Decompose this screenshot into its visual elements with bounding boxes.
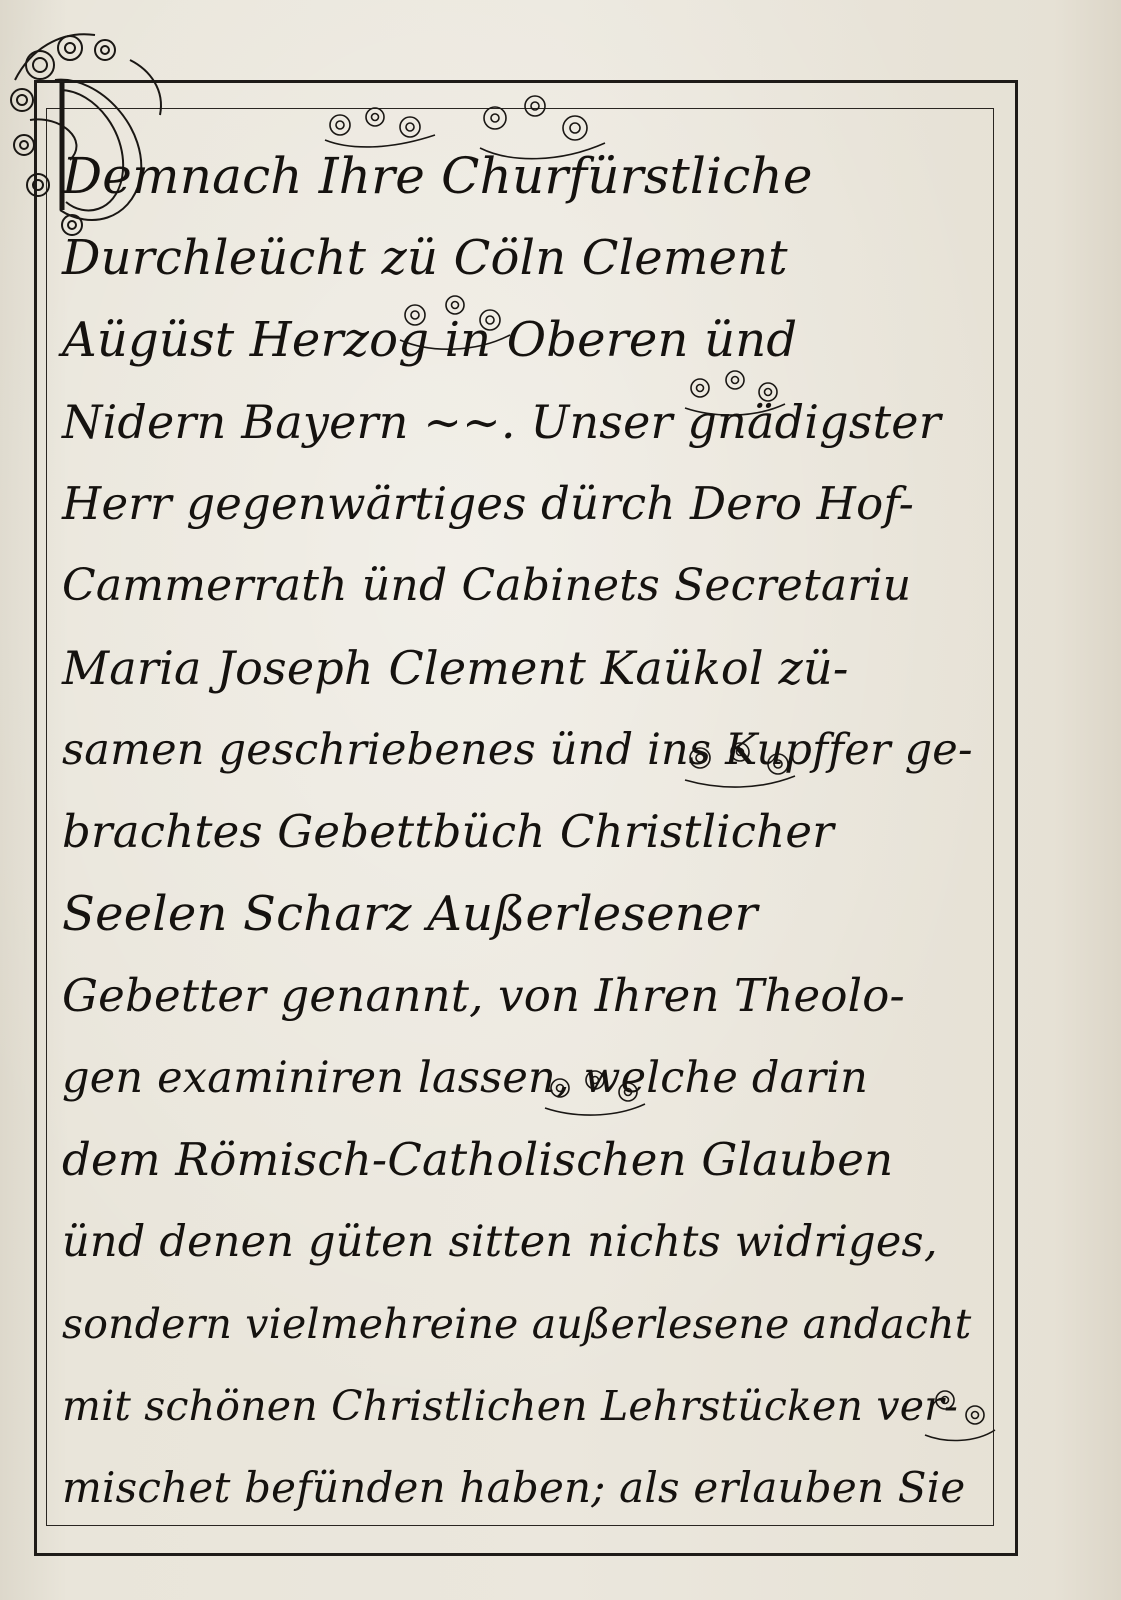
text-line: ünd denen güten sitten nichts widriges, — [62, 1217, 938, 1267]
text-line: Maria Joseph Clement Kaükol zü- — [62, 641, 849, 695]
text-line: Nidern Bayern ∼∼. Unser gnädigster — [62, 395, 941, 449]
text-line: dem Römisch-Catholischen Glauben — [62, 1133, 894, 1186]
text-line: samen geschriebenes ünd ins Kupffer ge- — [62, 725, 973, 775]
text-line: sondern vielmehreine außerlesene andacht — [62, 1300, 972, 1348]
text-line: Durchleücht zü Cöln Clement — [62, 230, 788, 286]
text-line: Aügüst Herzog in Oberen ünd — [62, 312, 798, 368]
text-line: mischet befünden haben; als erlauben Sie — [62, 1463, 966, 1512]
text-line: Seelen Scharz Außerlesener — [62, 886, 758, 942]
text-line: mit schönen Christlichen Lehrstücken ver- — [62, 1382, 959, 1430]
calligraphic-text-block — [62, 135, 997, 1529]
text-line: Cammerrath ünd Cabinets Secretariu — [62, 560, 912, 611]
text-line: gen examiniren lassen, welche darin — [62, 1053, 869, 1103]
text-line: Gebetter genannt, von Ihren Theolo- — [62, 969, 905, 1022]
text-line: Demnach Ihre Churfürstliche — [62, 147, 813, 205]
text-line: brachtes Gebettbüch Christlicher — [62, 805, 834, 858]
text-line: Herr gegenwärtiges dürch Dero Hof- — [62, 477, 915, 530]
